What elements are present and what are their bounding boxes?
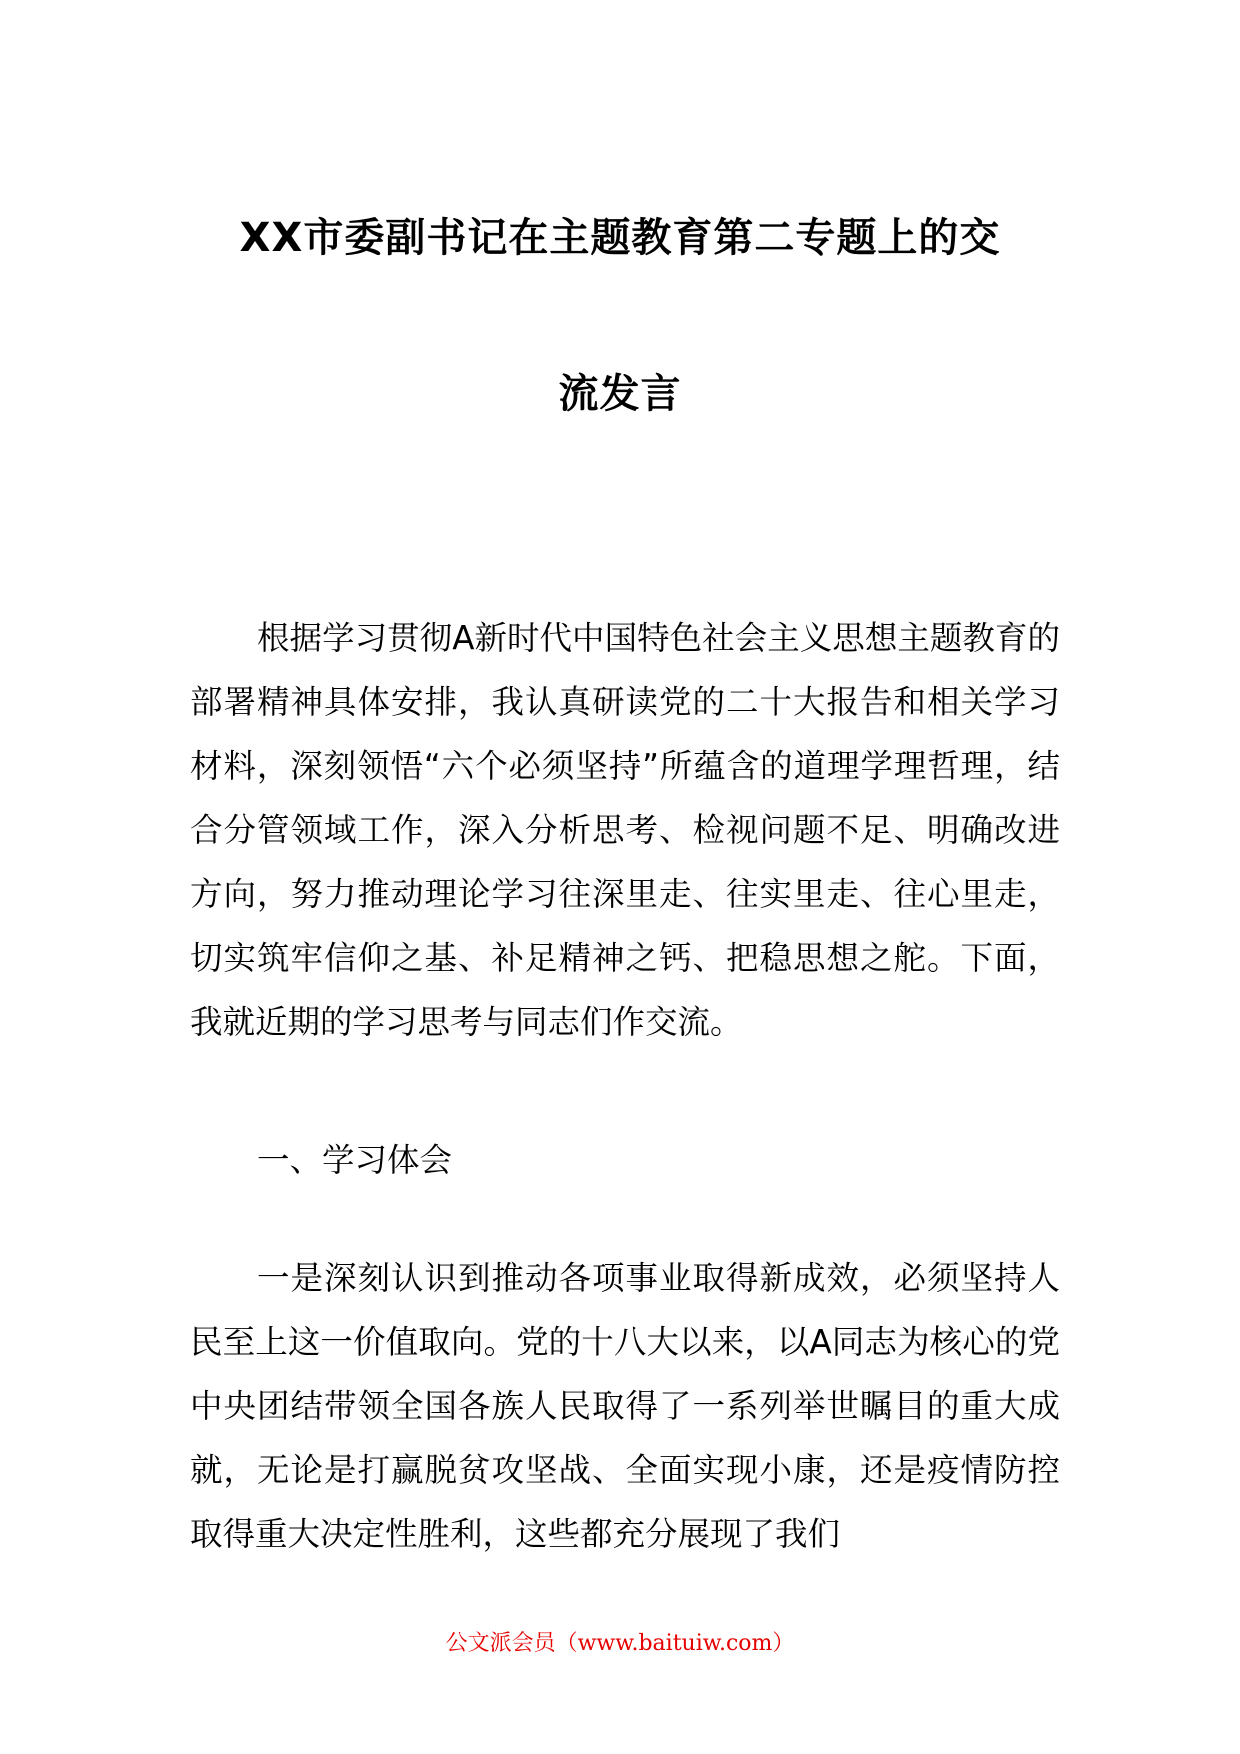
body-paragraph-intro: 根据学习贯彻A新时代中国特色社会主义思想主题教育的部署精神具体安排，我认真研读党的二十大报告和相关学习材料，深刻领悟“六个必须坚持”所蕴含的道理学理哲理，结合分管领域工作，深入分析思考、检视问题不足、明确改进方向，努力推动理论学习往深里走、往实里走、往心里走，切实筑牢信仰之基、补足精神之钙、把稳思想之舵。下面，我就近期的学习思考与同志们作交流。 (190, 619, 1060, 1041)
section-heading-1: 一、学习体会 (257, 1141, 453, 1179)
document-title-line-1: XX市委副书记在主题教育第二专题上的交 (239, 215, 1001, 261)
body-paragraph-point-1: 一是深刻认识到推动各项事业取得新成效，必须坚持人民至上这一价值取向。党的十八大以来，以A同志为核心的党中央团结带领全国各族人民取得了一系列举世瞩目的重大成就，无论是打赢脱贫攻坚战、全面实现小康，还是疫情防控取得重大决定性胜利，这些都充分展现了我们 (190, 1259, 1060, 1553)
footer-watermark: 公文派会员（www.baituiw.com） (445, 1631, 795, 1656)
document-title-line-2: 流发言 (558, 371, 682, 417)
